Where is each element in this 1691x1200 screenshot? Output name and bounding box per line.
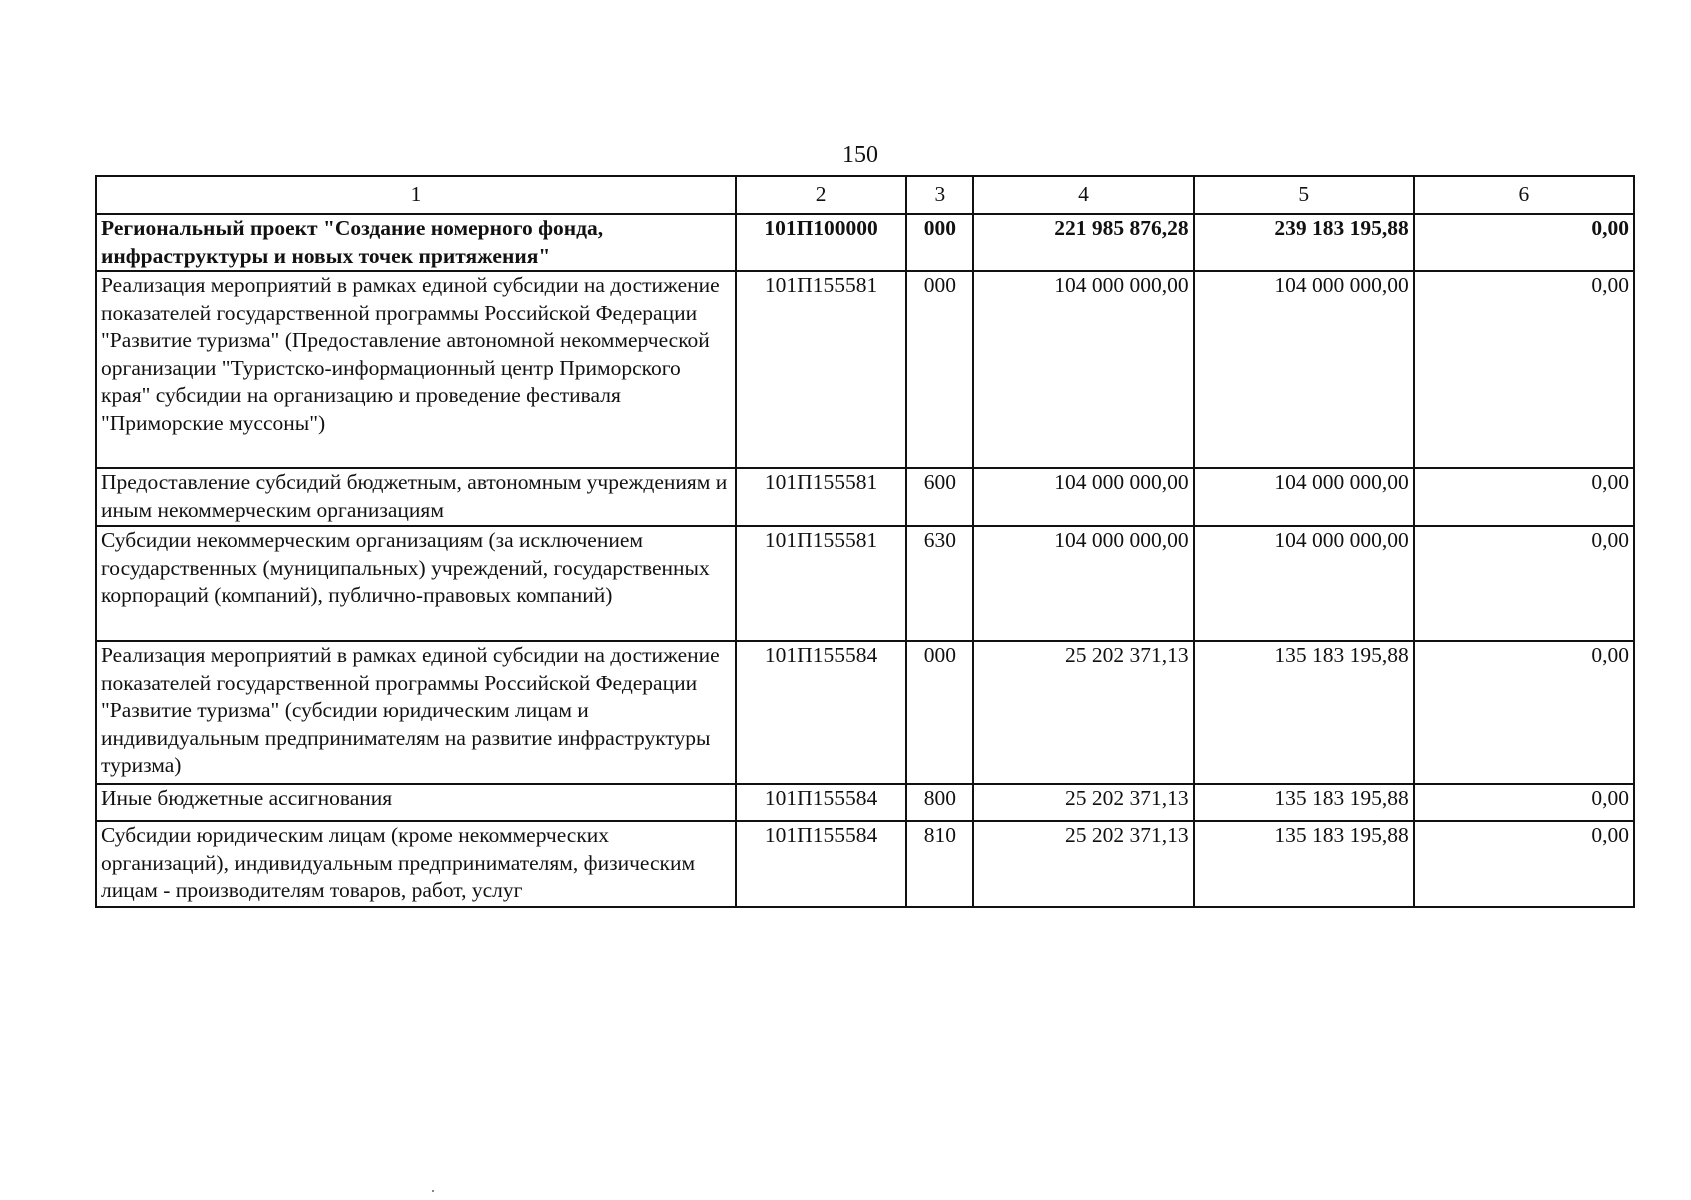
table-row [96,214,1634,271]
row-expense-type: 600 [906,468,973,526]
row-amount-col5: 135 183 195,88 [1194,641,1414,784]
column-header: 1 [96,176,736,214]
row-expense-type: 810 [906,821,973,907]
table-row [96,784,1634,821]
row-amount-col6: 0,00 [1414,271,1634,468]
row-code: 101П155581 [736,468,906,526]
column-header: 5 [1194,176,1414,214]
row-code: 101П100000 [736,214,906,271]
row-expense-type: 000 [906,641,973,784]
table-row [96,526,1634,641]
row-code: 101П155584 [736,641,906,784]
row-amount-col4: 25 202 371,13 [973,821,1193,907]
row-amount-col6: 0,00 [1414,641,1634,784]
row-name: Предоставление субсидий бюджетным, автономным учреждениям и иным некоммерческим организациям [96,468,736,526]
column-header: 4 [973,176,1193,214]
row-expense-type: 000 [906,271,973,468]
row-amount-col6: 0,00 [1414,821,1634,907]
table-row [96,468,1634,526]
row-name: Иные бюджетные ассигнования [96,784,736,821]
row-amount-col4: 104 000 000,00 [973,271,1193,468]
row-amount-col5: 104 000 000,00 [1194,468,1414,526]
row-expense-type: 630 [906,526,973,641]
column-header: 2 [736,176,906,214]
table-header-row [96,176,1634,214]
row-code: 101П155584 [736,784,906,821]
row-amount-col6: 0,00 [1414,526,1634,641]
row-amount-col6: 0,00 [1414,784,1634,821]
row-name: Субсидии юридическим лицам (кроме некоммерческих организаций), индивидуальным предпринимателям, физическим лицам - производителям товаров, работ, услуг [96,821,736,907]
row-amount-col6: 0,00 [1414,468,1634,526]
row-code: 101П155581 [736,271,906,468]
row-code: 101П155581 [736,526,906,641]
row-code: 101П155584 [736,821,906,907]
row-amount-col5: 135 183 195,88 [1194,784,1414,821]
row-name: Реализация мероприятий в рамках единой субсидии на достижение показателей государственной программы Российской Федерации "Развитие туризма" (Предоставление автономной некоммерческой организации "Туристско-информационный центр Приморского края" субсидии на организацию и проведение фестиваля "Приморские муссоны") [96,271,736,468]
row-name: Реализация мероприятий в рамках единой субсидии на достижение показателей государственной программы Российской Федерации "Развитие туризма" (субсидии юридическим лицам и индивидуальным предпринимателям на развитие инфраструктуры туризма) [96,641,736,784]
scan-speck [432,1190,434,1192]
row-amount-col6: 0,00 [1414,214,1634,271]
column-header: 3 [906,176,973,214]
column-header: 6 [1414,176,1634,214]
row-amount-col4: 25 202 371,13 [973,641,1193,784]
row-amount-col4: 25 202 371,13 [973,784,1193,821]
table-row [96,271,1634,468]
row-amount-col5: 104 000 000,00 [1194,271,1414,468]
table-row [96,641,1634,784]
row-expense-type: 000 [906,214,973,271]
page-number: 150 [842,142,878,168]
row-name: Субсидии некоммерческим организациям (за исключением государственных (муниципальных) учреждений, государственных корпораций (компаний), публично-правовых компаний) [96,526,736,641]
row-amount-col4: 221 985 876,28 [973,214,1193,271]
table-row [96,821,1634,907]
row-amount-col5: 135 183 195,88 [1194,821,1414,907]
row-amount-col4: 104 000 000,00 [973,468,1193,526]
row-expense-type: 800 [906,784,973,821]
row-amount-col5: 239 183 195,88 [1194,214,1414,271]
budget-table [95,175,1635,908]
row-amount-col5: 104 000 000,00 [1194,526,1414,641]
row-amount-col4: 104 000 000,00 [973,526,1193,641]
row-name: Региональный проект "Создание номерного фонда, инфраструктуры и новых точек притяжения" [96,214,736,271]
